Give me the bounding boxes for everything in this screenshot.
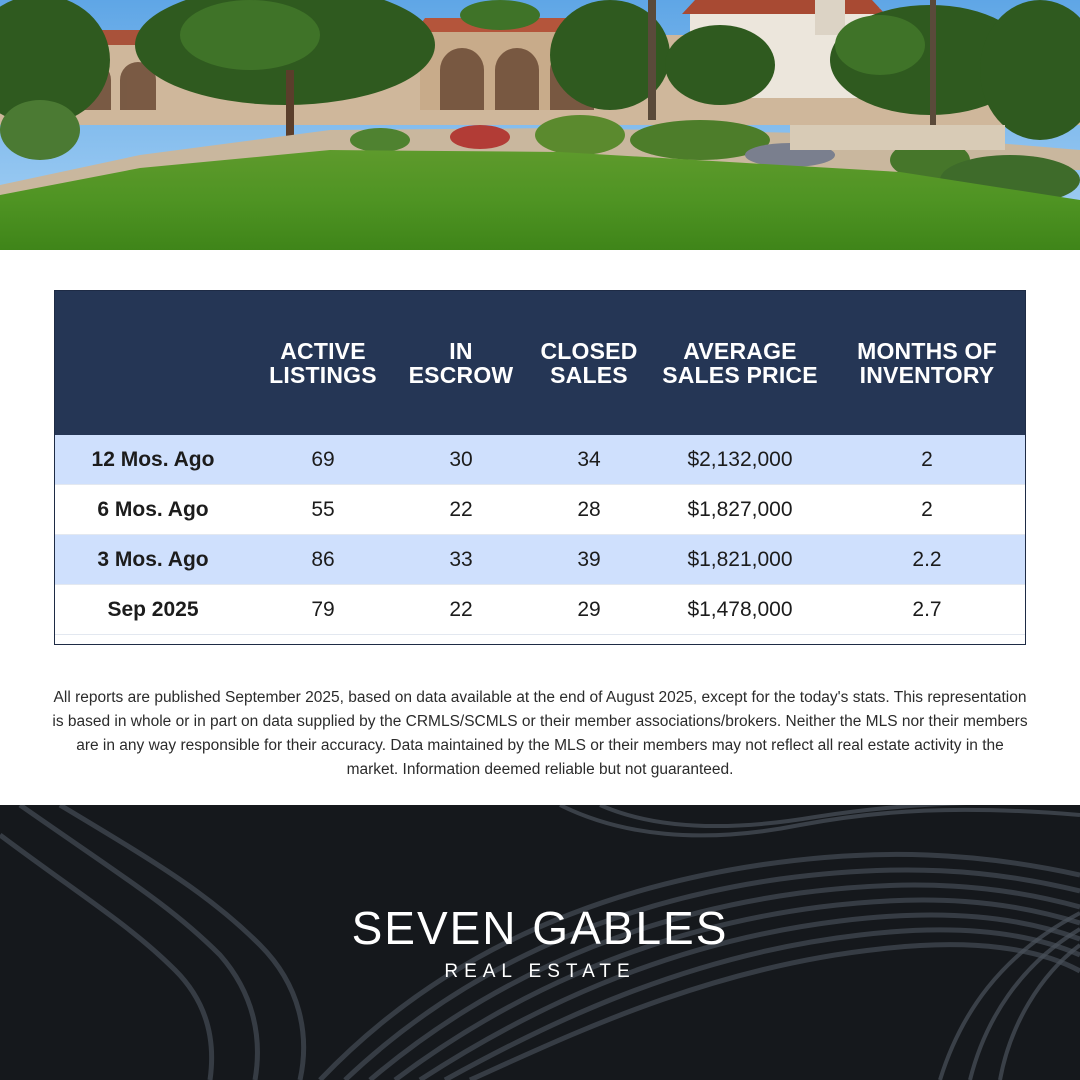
header-cell-average-sales-price: AVERAGE SALES PRICE [662, 338, 818, 388]
header-cell-months-of-inventory: MONTHS OF INVENTORY [857, 338, 997, 388]
table-header [55, 291, 1025, 435]
months-inventory-cell: 2 [921, 448, 933, 471]
brand-logo [0, 898, 1080, 984]
table-row [55, 535, 1025, 585]
closed-sales-cell: 34 [577, 448, 601, 471]
active-listings-cell: 69 [311, 448, 335, 471]
header-cell-closed-sales: CLOSED SALES [540, 338, 638, 388]
closed-sales-cell: 39 [577, 548, 601, 571]
period-cell: 6 Mos. Ago [97, 498, 209, 521]
mission-garden-illustration [0, 0, 1080, 250]
in-escrow-cell: 33 [449, 548, 473, 571]
header-cell-period [55, 291, 251, 435]
months-inventory-cell: 2.7 [912, 598, 942, 621]
active-listings-cell: 79 [311, 598, 335, 621]
in-escrow-cell: 22 [449, 598, 473, 621]
in-escrow-cell: 30 [449, 448, 473, 471]
period-cell: 12 Mos. Ago [91, 448, 215, 471]
average-price-cell: $1,478,000 [687, 598, 793, 621]
active-listings-cell: 55 [311, 498, 335, 521]
header-cell-in-escrow: IN ESCROW [408, 338, 514, 388]
period-cell: Sep 2025 [107, 598, 199, 621]
disclaimer-text: All reports are published September 2025, based on data available at the end of August 2025, except for the today's stats. This representation is based in whole or in part on data supplied by the CRMLS/SCMLS or their member associations/brokers. Neither the MLS nor their members are in any way responsible for their accuracy. Data maintained by the MLS or their members may not reflect all real estate activity in the market. Information deemed reliable but not guaranteed. [52, 689, 1028, 778]
months-inventory-cell: 2 [921, 498, 933, 521]
closed-sales-cell: 28 [577, 498, 601, 521]
brand-subtitle: REAL ESTATE [444, 961, 636, 982]
in-escrow-cell: 22 [449, 498, 473, 521]
closed-sales-cell: 29 [577, 598, 601, 621]
table-row [55, 435, 1025, 485]
brand-name: SEVEN GABLES [351, 902, 729, 954]
active-listings-cell: 86 [311, 548, 335, 571]
months-inventory-cell: 2.2 [912, 548, 942, 571]
market-stats-table [54, 290, 1026, 645]
header-cell-active-listings: ACTIVE LISTINGS [269, 338, 377, 388]
average-price-cell: $1,821,000 [687, 548, 793, 571]
hero-photo [0, 0, 1080, 250]
table-row [55, 485, 1025, 535]
table-row [55, 585, 1025, 635]
period-cell: 3 Mos. Ago [97, 548, 209, 571]
average-price-cell: $1,827,000 [687, 498, 793, 521]
average-price-cell: $2,132,000 [687, 448, 793, 471]
